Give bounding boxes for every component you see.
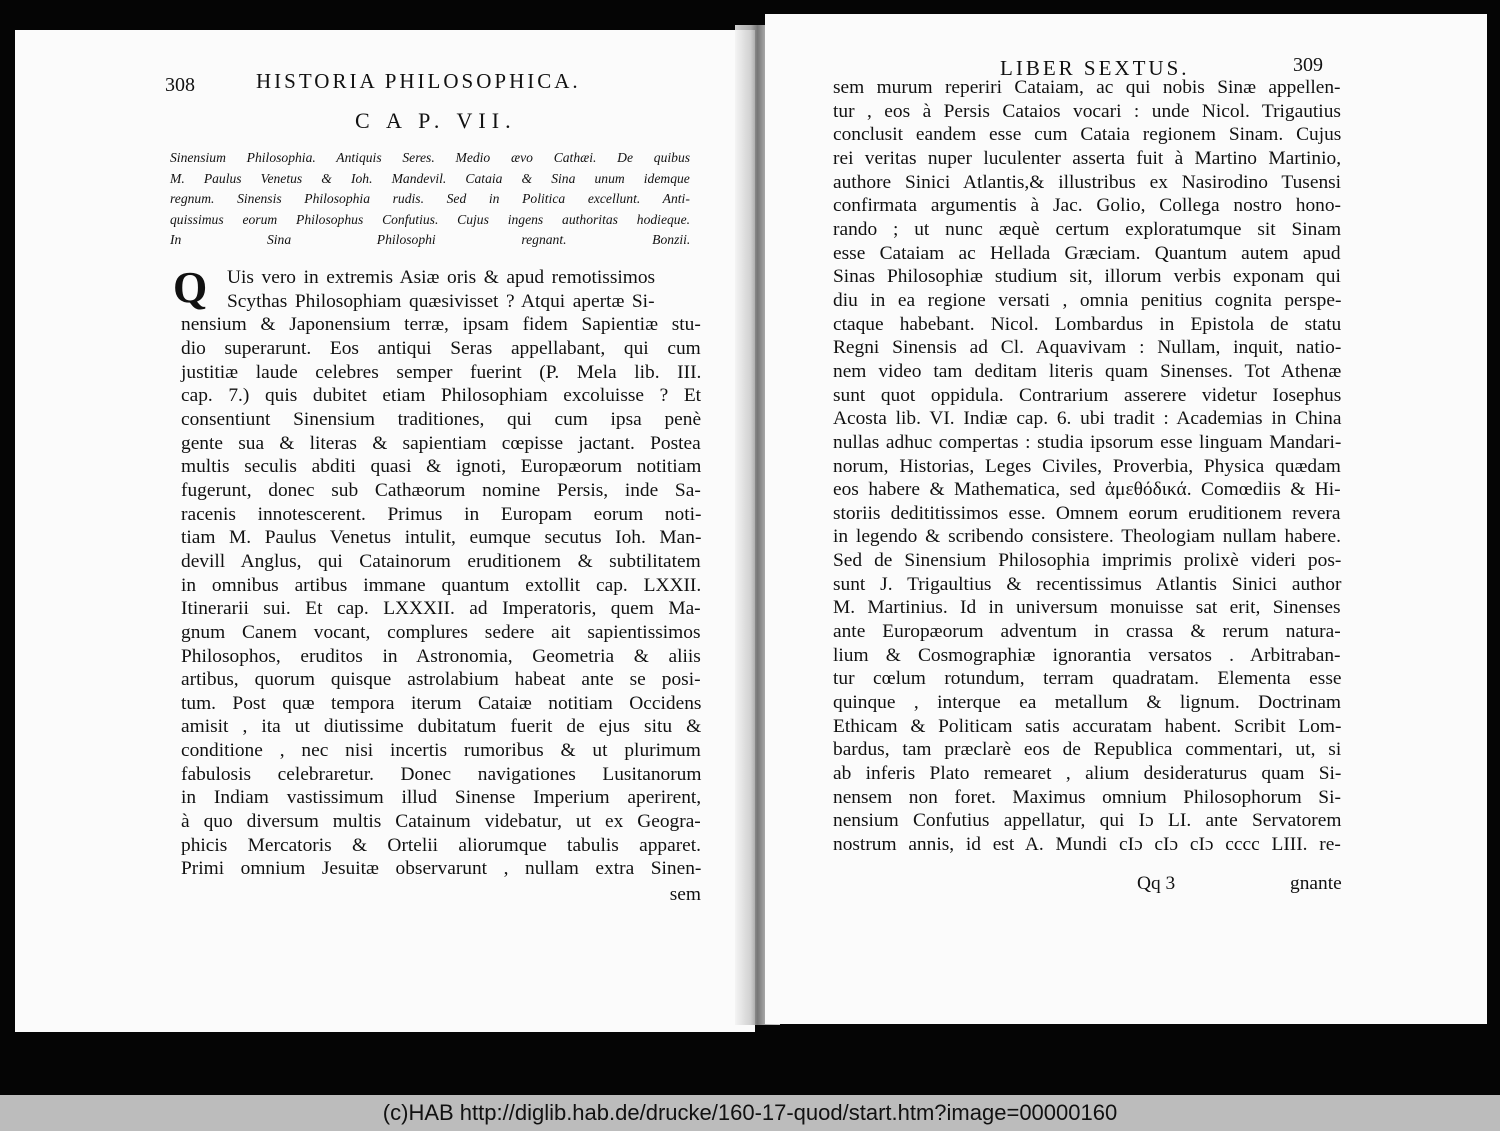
text-line: nensium & Japonensium terræ, ipsam fidem Sapientiæ stu- (181, 314, 701, 336)
text-line: tum. Post quæ tempora iterum Cataiæ notitiam Occidens (181, 692, 702, 714)
text-line: justitiæ laude celebres semper fuerint (P. Mela lib. III. (181, 361, 702, 383)
text-line: norum, Historias, Leges Civiles, Proverbia, Physica quædam (833, 455, 1341, 477)
text-line: nem video tam deditam literis quam Sinenses. Tot Athenæ (833, 360, 1342, 382)
summary-line: M. Paulus Venetus & Ioh. Mandevil. Cataia & Sina unum idemque (170, 170, 690, 186)
text-line: artibus, quorum quisque astrolabium habeat ante se posi- (181, 669, 701, 691)
text-line: ctaque habebant. Nicol. Lombardus in Epistola de statu (833, 313, 1342, 335)
text-line: tiam M. Paulus Venetus intulit, eumque secutus Ioh. Man- (181, 527, 702, 549)
text-line: Sinas Philosophiæ studium sit, illorum verbis exponam qui (833, 266, 1341, 288)
page-number-left: 308 (165, 74, 195, 96)
text-line: authore Sinici Atlantis,& illustribus ex Nasirodino Tusensi (833, 171, 1342, 193)
text-line: lium & Cosmographiæ ignorantia versatos . Arbitraban- (833, 644, 1341, 666)
right-body-text (833, 76, 1341, 857)
text-line: esse Cataiam ac Hellada Græciam. Quantum autem apud (833, 242, 1341, 264)
text-line: nensem non foret. Maximus omnium Philosophorum Si- (833, 786, 1341, 808)
left-page (15, 30, 755, 1032)
text-line: tur , eos à Persis Cataios vocari : unde Nicol. Trigautius (833, 100, 1341, 122)
text-line: Philosophos, eruditos in Astronomia, Geometria & aliis (181, 645, 701, 667)
text-line: nensium Confutius appellatur, qui Iɔ LI. ante Servatorem (833, 810, 1342, 832)
text-line: gnum Canem vocant, complures sedere ait sapientissimos (181, 621, 701, 643)
text-line: nostrum annis, id est A. Mundi cIɔ cIɔ cIɔ cccc LIII. re- (833, 834, 1341, 855)
text-line: dio superarunt. Eos antiqui Seras appellabant, qui cum (181, 337, 701, 359)
text-line: amisit , ita ut diutissime dubitatum fuerit de ejus situ & (181, 716, 702, 738)
text-line: in legendo & scribendo consistere. Theologiam nullam habere. (833, 526, 1341, 548)
text-line: quinque , interque ea metallum & lignum. Doctrinam (833, 692, 1342, 714)
text-line: consentiunt Sinensium traditiones, qui cum ipsa penè (181, 408, 702, 430)
text-line: tur cœlum rotundum, terram quadratam. Elementa esse (833, 668, 1342, 690)
text-line: fugerunt, donec sub Cathæorum nomine Persis, inde Sa- (181, 479, 701, 501)
text-line: sunt J. Trigaultius & recentissimus Atlantis Sinici author (833, 573, 1342, 595)
text-line: storiis dedititissimos esse. Omnem eorum eruditionem revera (833, 502, 1341, 524)
text-line: bardus, tam præclarè eos de Republica commentari, ut, si (833, 739, 1342, 761)
catchword-left: sem (669, 884, 701, 905)
text-line: M. Martinius. Id in universum monuisse sat erit, Sinenses (833, 597, 1341, 619)
text-line: ante Europæorum adventum in crassa & rerum natura- (833, 621, 1341, 643)
summary-line: regnum. Sinensis Philosophia rudis. Sed in Politica excellunt. Anti- (170, 191, 690, 206)
text-line: fabulosis celebraretur. Donec navigationes Lusitanorum (181, 763, 702, 785)
page-number-right: 309 (1293, 54, 1323, 76)
text-line: sem murum reperiri Cataiam, ac qui nobis Sinæ appellen- (833, 77, 1341, 98)
signature-mark: Qq 3 (1137, 873, 1176, 894)
running-title-right: LIBER SEXTUS. (1000, 56, 1190, 80)
text-line: rei veritas nuper luculenter asserta fuit à Martino Martinio, (833, 147, 1342, 169)
text-line: rando ; ut nunc æquè certum exploratumque sit Sinam (833, 218, 1342, 240)
text-line: Scythas Philosophiam quæsivisset ? Atqui apertæ Si- (227, 290, 655, 312)
text-line: phicis Mercatoris & Ortelii aliorumque tabulis apparet. (181, 834, 702, 856)
text-line: cap. 7.) quis dubitet etiam Philosophiam excoluisse ? Et (181, 385, 702, 407)
summary-line: quissimus eorum Philosophus Confutius. Cujus ingens authoritas hodieque. (170, 211, 690, 227)
text-line: à quo diversum multis Catainum videbatur, ut ex Geogra- (181, 811, 701, 833)
text-line: sunt quot oppidula. Contrarium asserere videtur Iosephus (833, 384, 1342, 406)
text-line: conclusit eandem esse cum Cataia regionem Sinam. Cujus (833, 124, 1342, 146)
text-line: Acosta lib. VI. Indiæ cap. 6. ubi tradit : Academias in China (833, 408, 1342, 430)
text-line: confirmata argumentis à Jac. Golio, Collega nostro hono- (833, 195, 1341, 217)
copyright-footer: (c)HAB http://diglib.hab.de/drucke/160-17-quod/start.htm?image=00000160 (0, 1095, 1500, 1131)
text-line: in Indiam vastissimum illud Sinense Imperium aperirent, (181, 787, 702, 809)
drop-cap: Q (173, 263, 208, 312)
chapter-summary (170, 148, 690, 251)
text-line: racenis innotescerent. Primus in Europam eorum noti- (181, 503, 702, 525)
text-line: ab inferis Plato remearet , alium desideraturus quam Si- (833, 763, 1342, 785)
summary-line: Sinensium Philosophia. Antiquis Seres. Medio ævo Cathæi. De quibus (170, 150, 691, 165)
text-line: in omnibus artibus immane quantum extollit cap. LXXII. (181, 574, 702, 596)
catchword-right: gnante (1290, 873, 1342, 894)
text-line: conditione , nec nisi incertis rumoribus & ut plurimum (181, 740, 701, 762)
text-line: Itinerarii sui. Et cap. LXXXII. ad Imperatoris, quem Ma- (181, 598, 701, 620)
running-title-left: HISTORIA PHILOSOPHICA. (256, 69, 581, 93)
text-line: Primi omnium Jesuitæ observarunt , nullam extra Sinen- (181, 858, 702, 880)
left-body-text (181, 266, 701, 881)
text-line: diu in ea regione versati , omnia penitius cognita perspe- (833, 289, 1342, 311)
text-line: multis seculis abditi quasi & ignoti, Europæorum notitiam (181, 456, 702, 478)
right-page (765, 14, 1487, 1024)
text-line: Sed de Sinensium Philosophia imprimis prolixè videri pos- (833, 550, 1342, 572)
text-line: Ethicam & Politicam satis accuratam habent. Scribit Lom- (833, 715, 1342, 737)
chapter-heading: C A P. VII. (355, 108, 517, 133)
text-line: Uis vero in extremis Asiæ oris & apud remotissimos (227, 267, 656, 288)
text-line: devill Anglus, qui Catainorum eruditionem & subtilitatem (181, 550, 701, 572)
text-line: nullas adhuc compertas : studia ipsorum esse linguam Mandari- (833, 431, 1342, 453)
summary-line: In Sina Philosophi regnant. Bonzii. (170, 232, 691, 247)
text-line: eos habere & Mathematica, sed ἀμεθόδικά. Comœdiis & Hi- (833, 479, 1341, 501)
text-line: gente sua & literas & sapientiam cœpisse jactant. Postea (181, 432, 701, 454)
text-line: Regni Sinensis ad Cl. Aquavivam : Nullam, inquit, natio- (833, 337, 1342, 359)
